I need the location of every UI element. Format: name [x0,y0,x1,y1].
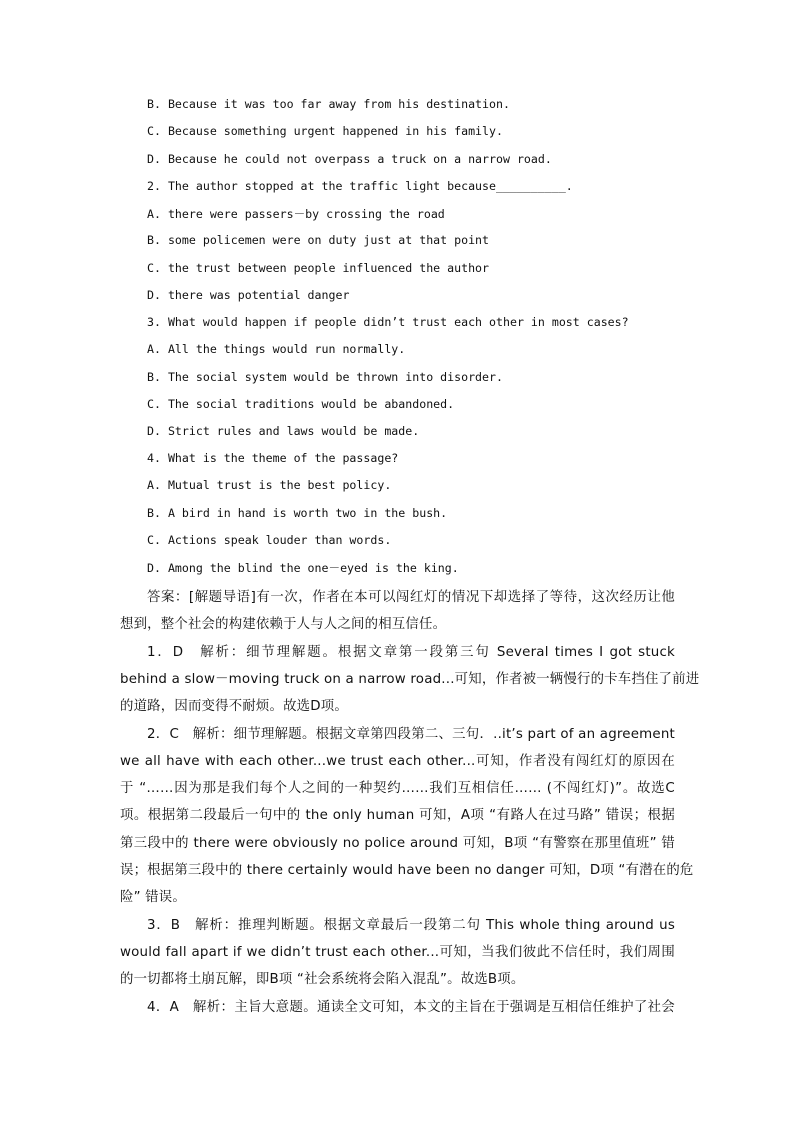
option-3d: D. Strict rules and laws would be made. [147,424,420,438]
option-3a: A. All the things would run normally. [147,342,406,356]
answer-3-line-3: 的一切都将土崩瓦解，即B项 “社会系统将会陷入混乱”。故选B项。 [120,972,525,987]
option-1d: D. Because he could not overpass a truck on a narrow road. [147,152,552,166]
answer-2-line-6: 误；根据第三段中的 there certainly would have been no danger 可知，D项 “有潜在的危 [120,863,694,878]
option-4b: B. A bird in hand is worth two in the bush. [147,506,448,520]
option-1b: B. Because it was too far away from his destination. [147,97,510,111]
option-2b: B. some policemen were on duty just at that point [147,233,490,247]
question-2: 2. The author stopped at the traffic light because__________. [147,179,573,193]
answer-2-line-1: 2．C 解析：细节理解题。根据文章第四段第二、三句．..it’s part of an agreement [147,727,675,742]
option-4d: D. Among the blind the one－eyed is the king. [147,561,459,575]
answer-intro-line-1: 答案：[解题导语]有一次，作者在本可以闯红灯的情况下却选择了等待，这次经历让他 [147,590,675,605]
answer-intro-line-2: 想到，整个社会的构建依赖于人与人之间的相互信任。 [120,617,447,632]
answer-3-line-2: would fall apart if we didn’t trust each other...可知，当我们彼此不信任时，我们周围 [120,945,675,960]
option-2d: D. there was potential danger [147,288,350,302]
answer-2-line-4: 项。根据第二段最后一句中的 the only human 可知，A项 “有路人在过马路” 错误；根据 [120,808,675,823]
option-3b: B. The social system would be thrown into disorder. [147,370,503,384]
answer-2-line-7: 险” 错误。 [120,890,186,905]
answer-1-line-1: 1．D 解析：细节理解题。根据文章第一段第三句 Several times I got stuck [147,645,675,660]
question-4: 4. What is the theme of the passage? [147,451,399,465]
answer-1-line-3: 的道路，因而变得不耐烦。故选D项。 [120,699,348,714]
answer-1-line-2: behind a slow－moving truck on a narrow road...可知，作者被一辆慢行的卡车挡住了前进 [120,672,700,687]
option-3c: C. The social traditions would be abandoned. [147,397,455,411]
answer-3-line-1: 3．B 解析：推理判断题。根据文章最后一段第二句 This whole thing around us [147,918,675,933]
answer-2-line-2: we all have with each other...we trust each other...可知，作者没有闯红灯的原因在 [120,754,675,769]
option-2c: C. the trust between people influenced the author [147,261,490,275]
option-4a: A. Mutual trust is the best policy. [147,478,392,492]
answer-4-line-1: 4．A 解析：主旨大意题。通读全文可知，本文的主旨在于强调是互相信任维护了社会 [147,1000,675,1015]
option-1c: C. Because something urgent happened in his family. [147,124,503,138]
question-3: 3. What would happen if people didn’t trust each other in most cases? [147,315,629,329]
answer-2-line-3: 于 “……因为那是我们每个人之间的一种契约……我们互相信任…… (不闯红灯)”。故选C [120,781,675,796]
answer-2-line-5: 第三段中的 there were obviously no police around 可知，B项 “有警察在那里值班” 错 [120,836,675,851]
option-4c: C. Actions speak louder than words. [147,533,392,547]
option-2a: A. there were passers－by crossing the road [147,207,445,221]
